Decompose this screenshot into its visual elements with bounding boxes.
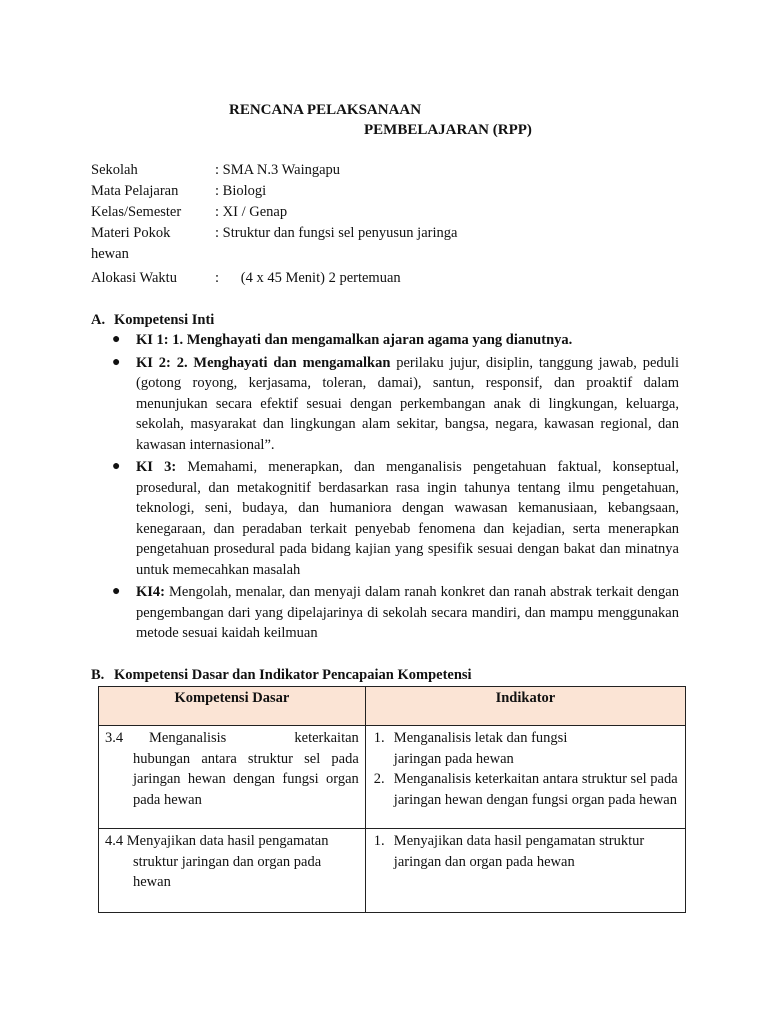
info-value-kelas: : XI / Genap (215, 204, 288, 220)
list-item-ki2 (112, 353, 679, 456)
indikator-cell (365, 829, 685, 913)
kd-rest-text: struktur jaringan dan organ pada hewan (133, 853, 322, 890)
table-header-row (99, 687, 686, 726)
info-label-materi: Materi Pokok (91, 225, 171, 241)
ki4-label: KI4: (136, 584, 165, 600)
info-value-mapel: : Biologi (215, 183, 267, 199)
bullet-icon: ● (112, 584, 121, 599)
kd-number: 4.4 (105, 833, 124, 849)
info-value-sekolah: : SMA N.3 Waingapu (215, 162, 341, 178)
list-item-ki1 (112, 330, 679, 351)
info-label-mapel: Mata Pelajaran (91, 183, 179, 199)
indikator-number: 1. (373, 833, 385, 849)
indikator-number: 2. (373, 771, 385, 787)
kd-first-text: Menyajikan data hasil pengamatan (126, 833, 329, 849)
bullet-icon: ● (112, 459, 121, 474)
header-indikator: Indikator (365, 687, 685, 726)
section-b-heading (91, 667, 472, 684)
indikator-number: 1. (373, 730, 385, 746)
section-a-letter: A. (91, 312, 106, 328)
kompetensi-dasar-table (98, 686, 686, 913)
indikator-text: Menganalisis keterkaitan antara struktur sel pada jaringan hewan dengan fungsi organ pada hewan (393, 771, 678, 808)
document-title-line1: RENCANA PELAKSANAAN (229, 102, 422, 118)
header-kompetensi-dasar: Kompetensi Dasar (99, 687, 366, 726)
list-item (374, 831, 681, 872)
ki1-label: KI 1: 1. Menghayati dan mengamalkan ajaran agama yang dianutnya. (136, 332, 573, 348)
section-a-title: Kompetensi Inti (114, 312, 215, 328)
indikator-text: Menyajikan data hasil pengamatan struktur jaringan dan organ pada hewan (393, 833, 645, 870)
document-title-line2: PEMBELAJARAN (RPP) (364, 122, 532, 138)
indikator-list (366, 829, 685, 872)
section-a-heading (91, 312, 214, 329)
info-value-alokasi: : (4 x 45 Menit) 2 pertemuan (215, 270, 401, 286)
kd-first-line (105, 831, 359, 852)
kd-cell (99, 829, 366, 913)
ki3-text: Memahami, menerapkan, dan menganalisis pengetahuan faktual, konseptual, prosedural, dan metakognitif berdasarkan rasa ingin tahunya tentang ilmu pengetahuan, teknologi, seni, budaya, dan humaniora dengan wawasan kemanusiaan, kebangsaan, kenegaraan, dan peradaban terkait penyebab fenomena dan kejadian, serta menerapkan pengetahuan prosedural pada bidang kajian yang spesifik sesuai dengan bakat dan minatnya untuk memecahkan masalah (136, 459, 679, 578)
info-label-kelas: Kelas/Semester (91, 204, 182, 220)
kompetensi-inti-list (112, 330, 679, 646)
info-label-alokasi: Alokasi Waktu (91, 270, 177, 286)
kd-first-text: Menganalisis keterkaitan (149, 730, 359, 746)
indikator-list (366, 726, 685, 810)
ki3-label: KI 3: (136, 459, 177, 475)
kd-number: 3.4 (105, 730, 124, 746)
ki2-text: perilaku jujur, disiplin, tanggung jawab, peduli (gotong royong, kerjasama, toleran, damai), santun, responsif, dan proaktif dalam menunjukan secara efektif sesuai dengan perkembangan anak di lingkungan, keluarga, sekolah, masyarakat dan lingkungan alam sekitar, bangsa, negara, kawasan regional, dan kawasan internasional”. (136, 354, 679, 453)
kd-first-line (105, 728, 359, 749)
info-value-materi: : Struktur dan fungsi sel penyusun jaringa (215, 225, 458, 241)
section-b-letter: B. (91, 667, 105, 683)
table-row (99, 726, 686, 829)
list-item (374, 769, 681, 810)
bullet-icon: ● (112, 332, 121, 347)
list-item-ki3 (112, 457, 679, 580)
ki4-text: Mengolah, menalar, dan menyaji dalam ranah konkret dan ranah abstrak terkait dengan pengembangan dari yang dipelajarinya di sekolah secara mandiri, dan mampu menggunakan metode sesuai kaidah keilmuan (136, 584, 679, 641)
kd-rest-text: hubungan antara struktur sel pada jaringan hewan dengan fungsi organ pada hewan (133, 750, 359, 808)
ki2-label: KI 2: 2. Menghayati dan mengamalkan (136, 354, 391, 371)
indikator-cell (365, 726, 685, 829)
section-b-title: Kompetensi Dasar dan Indikator Pencapaian Kompetensi (114, 667, 472, 683)
list-item (374, 728, 681, 769)
indikator-text: Menganalisis letak dan fungsi jaringan pada hewan (393, 730, 568, 767)
info-label-materi-cont: hewan (91, 246, 129, 262)
info-label-sekolah: Sekolah (91, 162, 138, 178)
bullet-icon: ● (112, 354, 121, 370)
kd-cell (99, 726, 366, 829)
table-row (99, 829, 686, 913)
list-item-ki4 (112, 582, 679, 644)
